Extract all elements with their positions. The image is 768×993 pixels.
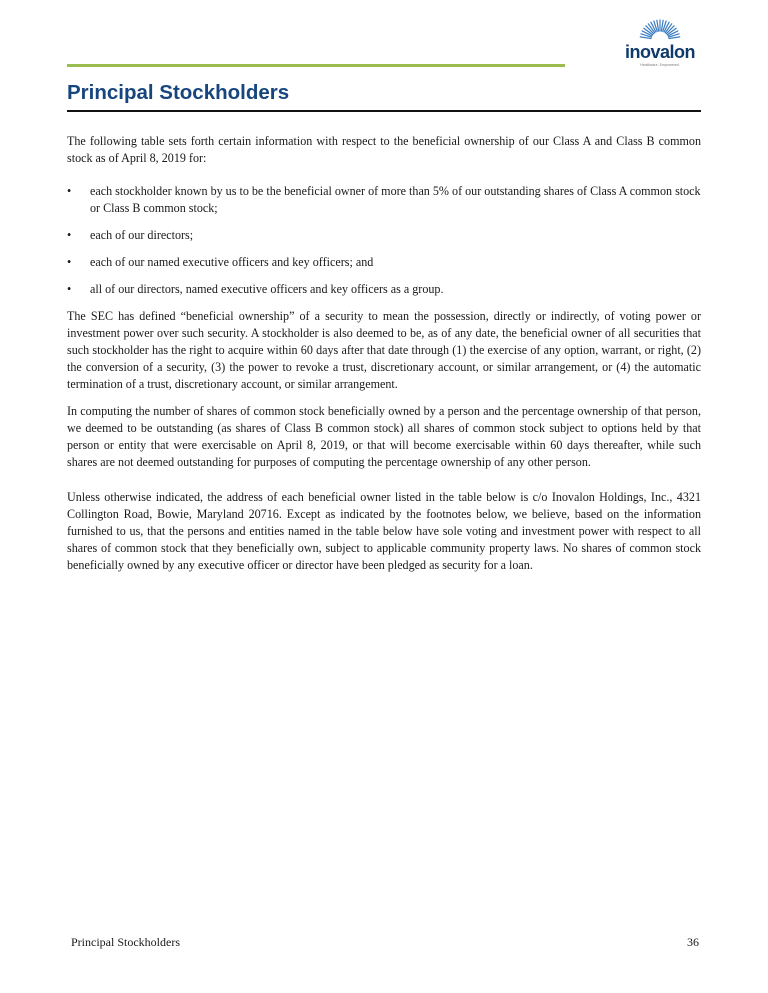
logo-wordmark: inovalon bbox=[624, 42, 695, 62]
list-item-text: each of our directors; bbox=[90, 228, 194, 242]
footer-section-label: Principal Stockholders bbox=[71, 935, 180, 949]
bullet-icon: • bbox=[67, 255, 72, 269]
page-number: 36 bbox=[687, 935, 699, 949]
bullet-icon: • bbox=[67, 282, 72, 296]
list-item bbox=[67, 183, 701, 217]
page-title: Principal Stockholders bbox=[67, 81, 290, 104]
title-divider bbox=[67, 110, 701, 112]
company-logo bbox=[618, 16, 702, 70]
document-body bbox=[67, 133, 701, 583]
logo-mark-icon bbox=[618, 16, 702, 44]
beneficial-ownership-definition: The SEC has defined “beneficial ownership” of a security to mean the possession, directly or indirectly, of voting power or investment power over such security. A stockholder is also deemed to be, as of any date, the beneficial owner of all securities that such stockholder has the right to acquire within 60 days after that date through (1) the exercise of any option, warrant, or right, (2) the conversion of a security, (3) the power to revoke a trust, discretionary account, or similar arrangement, or (4) the automatic termination of a trust, discretionary account, or similar arrangement. bbox=[67, 309, 701, 391]
list-item bbox=[67, 281, 701, 298]
bullet-icon: • bbox=[67, 184, 72, 198]
criteria-list bbox=[67, 183, 701, 298]
list-item bbox=[67, 227, 701, 244]
header-accent-rule bbox=[67, 64, 565, 67]
list-item-text: each of our named executive officers and key officers; and bbox=[90, 255, 374, 269]
logo-tagline: Healthcare. Empowered. bbox=[640, 63, 680, 67]
bullet-icon: • bbox=[67, 228, 72, 242]
list-item-text: each stockholder known by us to be the beneficial owner of more than 5% of our outstanding shares of Class A common stock or Class B common stock; bbox=[90, 184, 701, 215]
list-item-text: all of our directors, named executive officers and key officers as a group. bbox=[90, 282, 444, 296]
list-item bbox=[67, 254, 701, 271]
address-paragraph: Unless otherwise indicated, the address of each beneficial owner listed in the table below is c/o Inovalon Holdings, Inc., 4321 Collington Road, Bowie, Maryland 20716. Except as indicated by the footnotes below, we believe, based on the information furnished to us, that the persons and entities named in the table below have sole voting and investment power with respect to all shares of common stock that they beneficially own, subject to applicable community property laws. No shares of common stock beneficially owned by any executive officer or director have been pledged as security for a loan. bbox=[67, 489, 701, 572]
computation-paragraph: In computing the number of shares of common stock beneficially owned by a person and the percentage ownership of that person, we deemed to be outstanding (as shares of Class B common stock) all shares of common stock subject to options held by that person or entity that were exercisable on April 8, 2019, or that will become exercisable within 60 days thereafter, while such shares are not deemed outstanding for purposes of computing the percentage ownership of any other person. bbox=[67, 403, 701, 469]
intro-paragraph: The following table sets forth certain information with respect to the beneficial ownership of our Class A and Class B common stock as of April 8, 2019 for: bbox=[67, 134, 701, 165]
